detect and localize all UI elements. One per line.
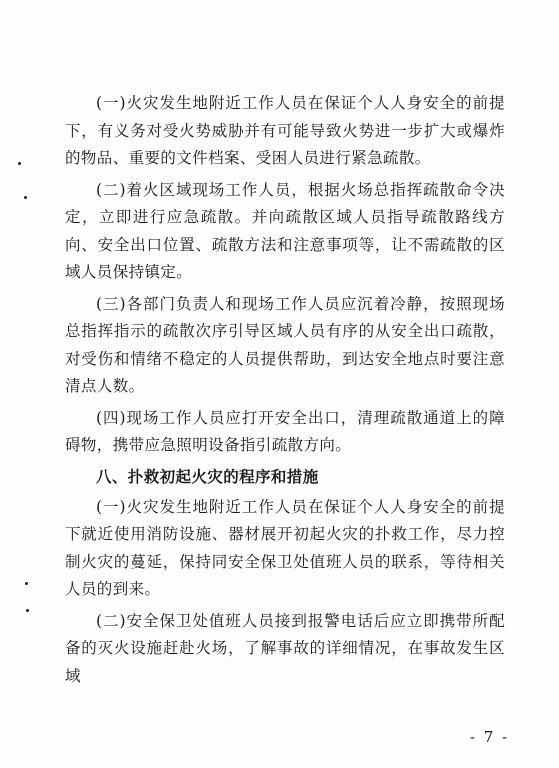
page-number: - 7 - (469, 728, 510, 746)
scan-speck (26, 609, 29, 612)
document-body (65, 90, 505, 690)
section-heading: 八、扑救初起火灾的程序和措施 (96, 467, 319, 486)
paragraph-evacuation-2: (二)着火区域现场工作人员，根据火场总指挥疏散命令决定，立即进行应急疏散。并向疏散区域人员指导疏散路线方向、安全出口位置、疏散方法和注意事项等，让不需疏散的区域人员保持镇定。 (65, 180, 505, 281)
paragraph-firefighting-2: (二)安全保卫处值班人员接到报警电话后应立即携带所配备的灭火设施赶赴火场，了解事故的详细情况，在事故发生区域 (65, 611, 505, 685)
paragraph-firefighting-1: (一)火灾发生地附近工作人员在保证个人人身安全的前提下就近使用消防设施、器材展开初起火灾的扑救工作，尽力控制火灾的蔓延，保持同安全保卫处值班人员的联系，等待相关人员的到来。 (65, 497, 505, 598)
paragraph-evacuation-4: (四)现场工作人员应打开安全出口，清理疏散通道上的障碍物，携带应急照明设备指引疏散方向。 (65, 408, 505, 454)
scan-speck (25, 582, 28, 585)
scan-speck (24, 196, 27, 199)
paragraph-evacuation-1: (一)火灾发生地附近工作人员在保证个人人身安全的前提下，有义务对受火势威胁并有可能导致火势进一步扩大或爆炸的物品、重要的文件档案、受困人员进行紧急疏散。 (65, 94, 505, 167)
scan-speck (18, 162, 21, 165)
paragraph-evacuation-3: (三)各部门负责人和现场工作人员应沉着冷静，按照现场总指挥指示的疏散次序引导区域人员有序的从安全出口疏散，对受伤和情绪不稳定的人员提供帮助，到达安全地点时要注意清点人数。 (65, 294, 505, 395)
